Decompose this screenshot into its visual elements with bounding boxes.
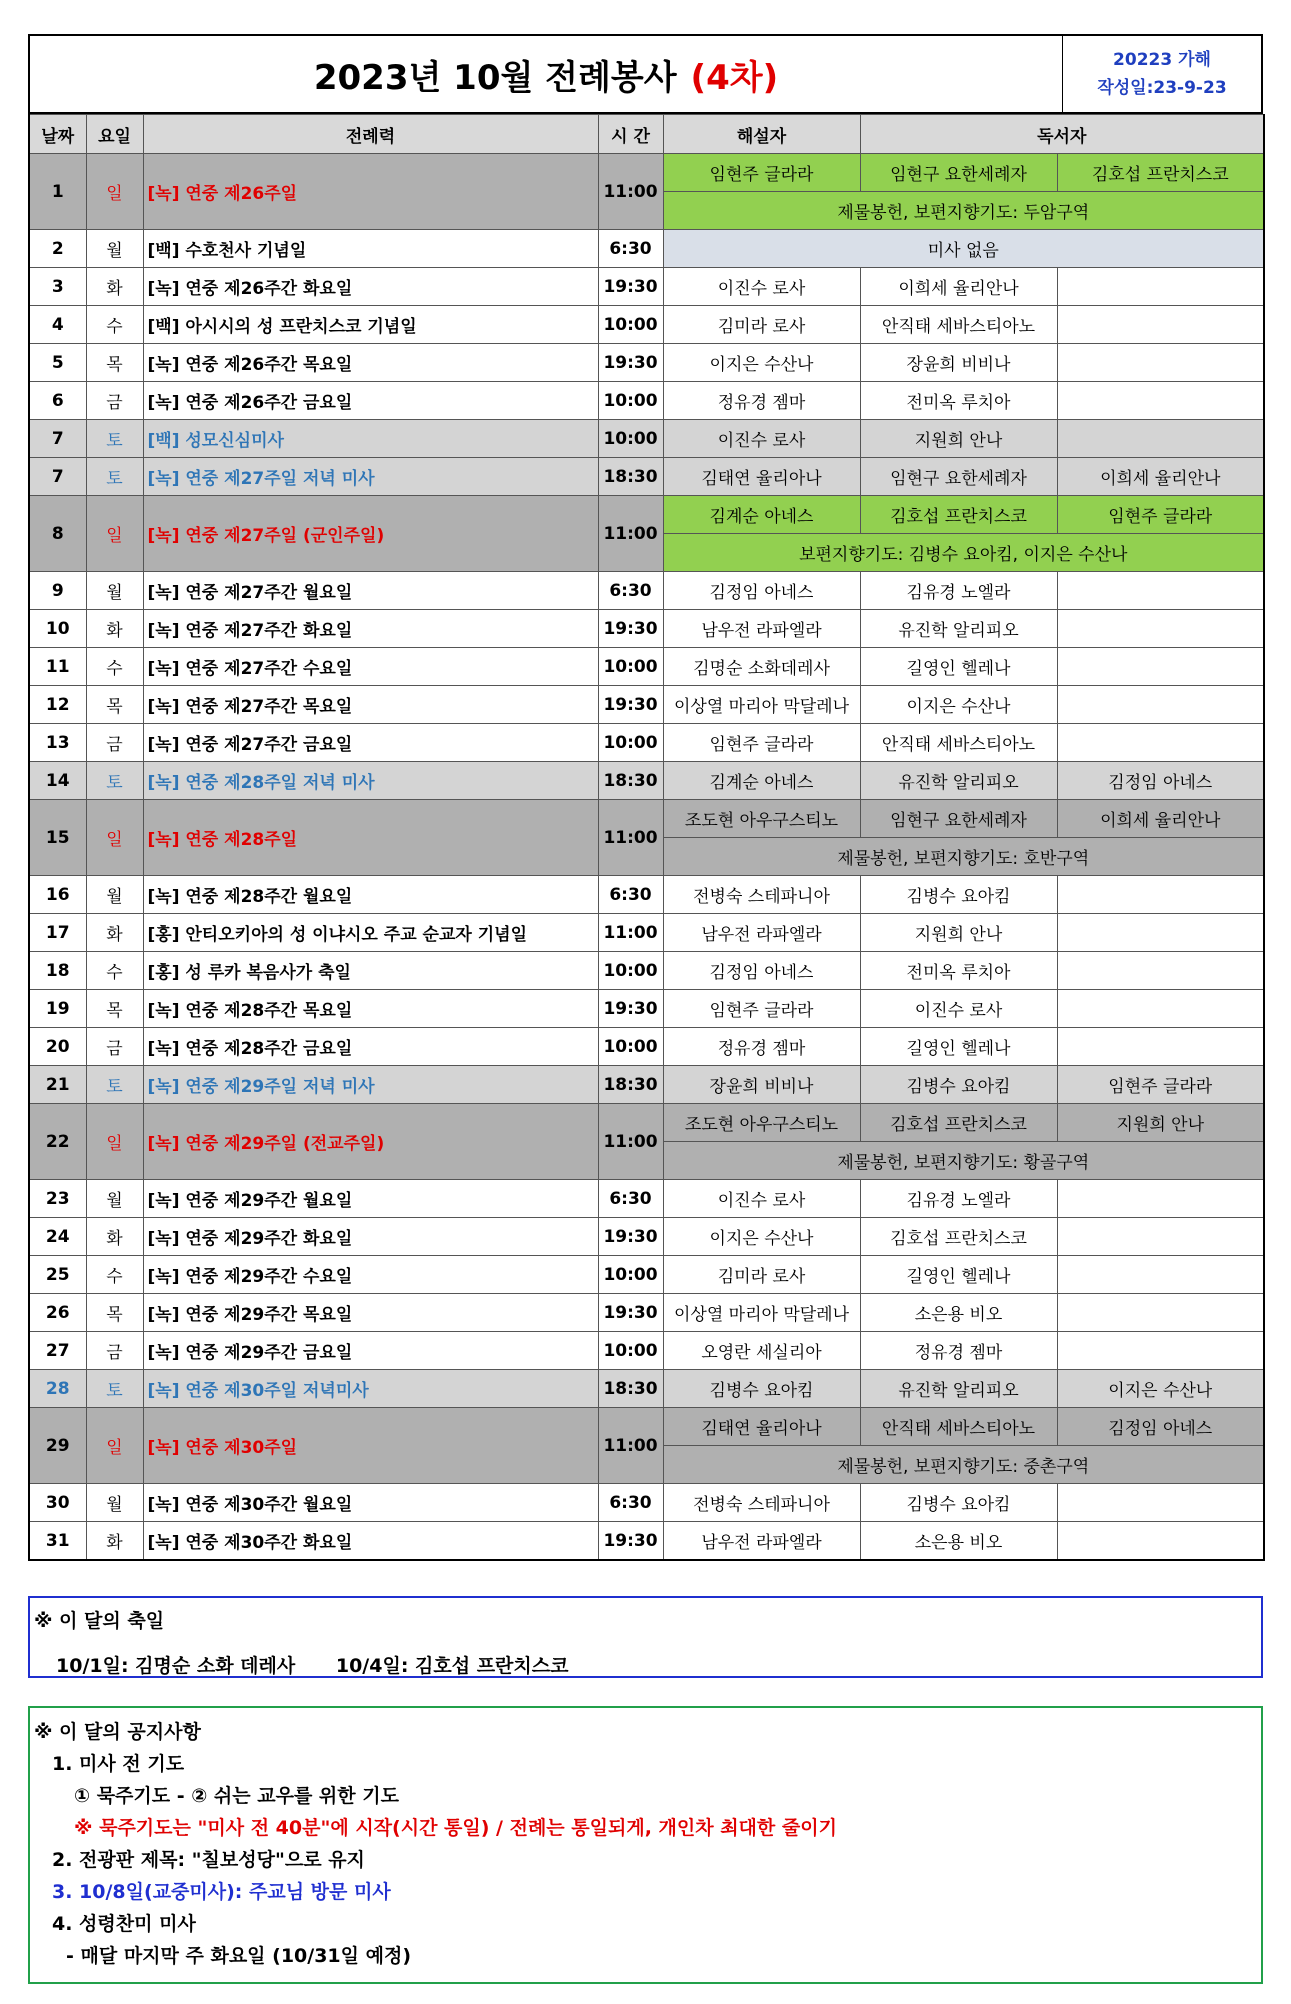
reader-cell: 길영인 헬레나 xyxy=(860,1028,1057,1066)
commentator-cell: 김태연 율리아나 xyxy=(663,1408,860,1446)
reader-cell xyxy=(1057,648,1264,686)
weekday-cell: 토 xyxy=(86,762,143,800)
year-label: 20223 가해 xyxy=(1113,50,1211,70)
written-date: 작성일:23-9-23 xyxy=(1097,78,1227,98)
reader-cell: 이진수 로사 xyxy=(860,990,1057,1028)
date-cell: 10 xyxy=(29,610,86,648)
weekday-cell: 화 xyxy=(86,268,143,306)
liturgy-cell: [녹] 연중 제28주간 목요일 xyxy=(143,990,598,1028)
date-cell: 29 xyxy=(29,1408,86,1484)
weekday-cell: 월 xyxy=(86,1484,143,1522)
weekday-cell: 목 xyxy=(86,1294,143,1332)
time-cell: 18:30 xyxy=(598,762,663,800)
time-cell: 19:30 xyxy=(598,268,663,306)
table-row xyxy=(29,914,1264,952)
weekday-cell: 일 xyxy=(86,1408,143,1484)
reader-cell: 지원희 안나 xyxy=(860,420,1057,458)
date-cell: 31 xyxy=(29,1522,86,1561)
commentator-cell: 김병수 요아킴 xyxy=(663,1370,860,1408)
reader-cell: 김병수 요아킴 xyxy=(860,1066,1057,1104)
commentator-cell: 장윤희 비비나 xyxy=(663,1066,860,1104)
page-title xyxy=(30,36,1063,112)
table-row xyxy=(29,306,1264,344)
date-cell: 3 xyxy=(29,268,86,306)
table-row xyxy=(29,952,1264,990)
commentator-cell: 전병숙 스테파니아 xyxy=(663,876,860,914)
reader-cell: 길영인 헬레나 xyxy=(860,1256,1057,1294)
date-cell: 21 xyxy=(29,1066,86,1104)
weekday-cell: 금 xyxy=(86,1332,143,1370)
liturgy-cell: [녹] 연중 제29주간 금요일 xyxy=(143,1332,598,1370)
commentator-cell: 김미라 로사 xyxy=(663,306,860,344)
liturgy-cell: [홍] 안티오키아의 성 이냐시오 주교 순교자 기념일 xyxy=(143,914,598,952)
weekday-cell: 수 xyxy=(86,952,143,990)
reader-cell: 김유경 노엘라 xyxy=(860,1180,1057,1218)
liturgy-cell: [녹] 연중 제30주간 화요일 xyxy=(143,1522,598,1561)
notice-item-4a: - 매달 마지막 주 화요일 (10/31일 예정) xyxy=(66,1945,412,1967)
reader-cell xyxy=(1057,610,1264,648)
time-cell: 10:00 xyxy=(598,1332,663,1370)
reader-cell: 김호섭 프란치스코 xyxy=(860,496,1057,534)
notice-heading: ※ 이 달의 공지사항 xyxy=(34,1721,201,1743)
commentator-cell: 전병숙 스테파니아 xyxy=(663,1484,860,1522)
liturgy-cell: [녹] 연중 제30주간 월요일 xyxy=(143,1484,598,1522)
weekday-cell: 일 xyxy=(86,800,143,876)
reader-cell xyxy=(1057,686,1264,724)
reader-cell: 지원희 안나 xyxy=(860,914,1057,952)
reader-cell xyxy=(1057,306,1264,344)
weekday-cell: 일 xyxy=(86,496,143,572)
time-cell: 11:00 xyxy=(598,800,663,876)
commentator-cell: 김태연 율리아나 xyxy=(663,458,860,496)
date-cell: 25 xyxy=(29,1256,86,1294)
reader-cell: 안직태 세바스티아노 xyxy=(860,306,1057,344)
weekday-cell: 월 xyxy=(86,230,143,268)
date-cell: 8 xyxy=(29,496,86,572)
weekday-cell: 목 xyxy=(86,344,143,382)
date-cell: 20 xyxy=(29,1028,86,1066)
time-cell: 10:00 xyxy=(598,1028,663,1066)
liturgy-cell: [녹] 연중 제28주일 저녁 미사 xyxy=(143,762,598,800)
feast-item: 10/4일: 김호섭 프란치스코 xyxy=(335,1655,569,1677)
date-cell: 7 xyxy=(29,458,86,496)
reader-cell: 길영인 헬레나 xyxy=(860,648,1057,686)
date-cell: 16 xyxy=(29,876,86,914)
liturgy-cell: [녹] 연중 제28주일 xyxy=(143,800,598,876)
time-cell: 6:30 xyxy=(598,1180,663,1218)
liturgy-cell: [녹] 연중 제27주간 화요일 xyxy=(143,610,598,648)
table-row xyxy=(29,610,1264,648)
reader-cell: 지원희 안나 xyxy=(1057,1104,1264,1142)
liturgy-cell: [녹] 연중 제26주일 xyxy=(143,154,598,230)
time-cell: 10:00 xyxy=(598,1256,663,1294)
date-cell: 17 xyxy=(29,914,86,952)
weekday-cell: 금 xyxy=(86,1028,143,1066)
weekday-cell: 화 xyxy=(86,1218,143,1256)
liturgy-cell: [녹] 연중 제27주일 (군인주일) xyxy=(143,496,598,572)
commentator-cell: 남우전 라파엘라 xyxy=(663,1522,860,1561)
date-cell: 24 xyxy=(29,1218,86,1256)
weekday-cell: 토 xyxy=(86,1066,143,1104)
commentator-cell: 정유경 젬마 xyxy=(663,382,860,420)
date-cell: 1 xyxy=(29,154,86,230)
reader-cell xyxy=(1057,268,1264,306)
liturgy-cell: [녹] 연중 제29주일 (전교주일) xyxy=(143,1104,598,1180)
date-cell: 28 xyxy=(29,1370,86,1408)
reader-cell xyxy=(1057,1028,1264,1066)
date-cell: 12 xyxy=(29,686,86,724)
notice-item-4: 4. 성령찬미 미사 xyxy=(52,1913,196,1935)
date-cell: 22 xyxy=(29,1104,86,1180)
commentator-cell: 김정임 아네스 xyxy=(663,572,860,610)
table-row xyxy=(29,382,1264,420)
reader-cell: 김호섭 프란치스코 xyxy=(860,1104,1057,1142)
liturgy-cell: [녹] 연중 제29주간 화요일 xyxy=(143,1218,598,1256)
reader-cell xyxy=(1057,1256,1264,1294)
table-row xyxy=(29,268,1264,306)
weekday-cell: 목 xyxy=(86,686,143,724)
weekday-cell: 금 xyxy=(86,382,143,420)
table-row xyxy=(29,1218,1264,1256)
liturgy-cell: [녹] 연중 제27주일 저녁 미사 xyxy=(143,458,598,496)
table-row xyxy=(29,800,1264,838)
table-row xyxy=(29,762,1264,800)
time-cell: 11:00 xyxy=(598,914,663,952)
table-row xyxy=(29,420,1264,458)
feast-list xyxy=(56,1651,1261,1678)
weekday-cell: 화 xyxy=(86,1522,143,1561)
weekday-cell: 화 xyxy=(86,610,143,648)
time-cell: 11:00 xyxy=(598,154,663,230)
time-cell: 10:00 xyxy=(598,648,663,686)
weekday-cell: 수 xyxy=(86,648,143,686)
commentator-cell: 이지은 수산나 xyxy=(663,1218,860,1256)
header-weekday: 요일 xyxy=(86,115,143,154)
reader-cell: 전미옥 루치아 xyxy=(860,382,1057,420)
liturgy-cell: [백] 수호천사 기념일 xyxy=(143,230,598,268)
commentator-cell: 김계순 아네스 xyxy=(663,762,860,800)
reader-cell xyxy=(1057,876,1264,914)
weekday-cell: 월 xyxy=(86,876,143,914)
date-cell: 30 xyxy=(29,1484,86,1522)
weekday-cell: 수 xyxy=(86,1256,143,1294)
liturgy-cell: [녹] 연중 제26주간 목요일 xyxy=(143,344,598,382)
reader-cell xyxy=(1057,382,1264,420)
date-cell: 9 xyxy=(29,572,86,610)
time-cell: 19:30 xyxy=(598,1522,663,1561)
notice-item-2: 2. 전광판 제목: "칠보성당"으로 유지 xyxy=(52,1849,365,1871)
liturgy-cell: [녹] 연중 제29주간 수요일 xyxy=(143,1256,598,1294)
time-cell: 18:30 xyxy=(598,1370,663,1408)
commentator-cell: 김미라 로사 xyxy=(663,1256,860,1294)
time-cell: 10:00 xyxy=(598,420,663,458)
commentator-cell: 이지은 수산나 xyxy=(663,344,860,382)
commentator-cell: 김명순 소화데레사 xyxy=(663,648,860,686)
date-cell: 15 xyxy=(29,800,86,876)
notice-box xyxy=(28,1706,1263,1984)
weekday-cell: 월 xyxy=(86,572,143,610)
header-readers: 독서자 xyxy=(860,115,1264,154)
table-row xyxy=(29,686,1264,724)
note-cell: 제물봉헌, 보편지향기도: 황골구역 xyxy=(663,1142,1264,1180)
reader-cell: 유진학 알리피오 xyxy=(860,610,1057,648)
date-cell: 7 xyxy=(29,420,86,458)
note-cell: 제물봉헌, 보편지향기도: 호반구역 xyxy=(663,838,1264,876)
note-cell: 보편지향기도: 김병수 요아킴, 이지은 수산나 xyxy=(663,534,1264,572)
time-cell: 19:30 xyxy=(598,1218,663,1256)
reader-cell: 전미옥 루치아 xyxy=(860,952,1057,990)
commentator-cell: 이진수 로사 xyxy=(663,420,860,458)
sheet-meta xyxy=(1063,36,1261,112)
reader-cell xyxy=(1057,1218,1264,1256)
reader-cell: 장윤희 비비나 xyxy=(860,344,1057,382)
liturgy-cell: [백] 성모신심미사 xyxy=(143,420,598,458)
time-cell: 19:30 xyxy=(598,344,663,382)
table-row xyxy=(29,1332,1264,1370)
reader-cell: 김정임 아네스 xyxy=(1057,1408,1264,1446)
weekday-cell: 일 xyxy=(86,1104,143,1180)
time-cell: 10:00 xyxy=(598,724,663,762)
header-time: 시 간 xyxy=(598,115,663,154)
reader-cell xyxy=(1057,724,1264,762)
date-cell: 18 xyxy=(29,952,86,990)
reader-cell xyxy=(1057,344,1264,382)
reader-cell xyxy=(1057,1332,1264,1370)
time-cell: 6:30 xyxy=(598,876,663,914)
reader-cell: 임현구 요한세례자 xyxy=(860,154,1057,192)
note-cell: 제물봉헌, 보편지향기도: 두암구역 xyxy=(663,192,1264,230)
reader-cell: 김병수 요아킴 xyxy=(860,876,1057,914)
reader-cell: 김호섭 프란치스코 xyxy=(860,1218,1057,1256)
reader-cell xyxy=(1057,1180,1264,1218)
time-cell: 19:30 xyxy=(598,990,663,1028)
notice-item-1: 1. 미사 전 기도 xyxy=(52,1753,185,1775)
table-row xyxy=(29,458,1264,496)
reader-cell: 유진학 알리피오 xyxy=(860,762,1057,800)
feast-heading: ※ 이 달의 축일 xyxy=(34,1610,165,1632)
reader-cell: 김병수 요아킴 xyxy=(860,1484,1057,1522)
reader-cell: 김유경 노엘라 xyxy=(860,572,1057,610)
reader-cell: 이지은 수산나 xyxy=(860,686,1057,724)
reader-cell xyxy=(1057,1522,1264,1561)
table-row xyxy=(29,1522,1264,1561)
time-cell: 6:30 xyxy=(598,1484,663,1522)
time-cell: 10:00 xyxy=(598,382,663,420)
date-cell: 2 xyxy=(29,230,86,268)
date-cell: 19 xyxy=(29,990,86,1028)
date-cell: 23 xyxy=(29,1180,86,1218)
schedule-table xyxy=(28,114,1265,1561)
liturgy-cell: [녹] 연중 제27주간 금요일 xyxy=(143,724,598,762)
table-row xyxy=(29,876,1264,914)
weekday-cell: 토 xyxy=(86,1370,143,1408)
table-row xyxy=(29,154,1264,192)
reader-cell: 임현구 요한세례자 xyxy=(860,800,1057,838)
reader-cell: 임현주 글라라 xyxy=(1057,1066,1264,1104)
liturgy-cell: [녹] 연중 제27주간 수요일 xyxy=(143,648,598,686)
table-row xyxy=(29,724,1264,762)
note-cell: 제물봉헌, 보편지향기도: 중촌구역 xyxy=(663,1446,1264,1484)
schedule-sheet xyxy=(28,34,1263,1561)
reader-cell: 김호섭 프란치스코 xyxy=(1057,154,1264,192)
commentator-cell: 남우전 라파엘라 xyxy=(663,914,860,952)
time-cell: 11:00 xyxy=(598,1408,663,1484)
weekday-cell: 토 xyxy=(86,458,143,496)
commentator-cell: 김계순 아네스 xyxy=(663,496,860,534)
date-cell: 11 xyxy=(29,648,86,686)
reader-cell: 이희세 율리안나 xyxy=(860,268,1057,306)
weekday-cell: 토 xyxy=(86,420,143,458)
commentator-cell: 남우전 라파엘라 xyxy=(663,610,860,648)
table-row xyxy=(29,1104,1264,1142)
reader-cell xyxy=(1057,990,1264,1028)
reader-cell: 이희세 율리안나 xyxy=(1057,800,1264,838)
reader-cell: 소은용 비오 xyxy=(860,1522,1057,1561)
reader-cell xyxy=(1057,1294,1264,1332)
table-row xyxy=(29,230,1264,268)
time-cell: 19:30 xyxy=(598,610,663,648)
time-cell: 18:30 xyxy=(598,458,663,496)
weekday-cell: 일 xyxy=(86,154,143,230)
commentator-cell: 오영란 세실리아 xyxy=(663,1332,860,1370)
table-row xyxy=(29,1370,1264,1408)
weekday-cell: 목 xyxy=(86,990,143,1028)
reader-cell: 안직태 세바스티아노 xyxy=(860,1408,1057,1446)
table-row xyxy=(29,990,1264,1028)
table-row xyxy=(29,1066,1264,1104)
liturgy-cell: [녹] 연중 제30주일 xyxy=(143,1408,598,1484)
reader-cell: 소은용 비오 xyxy=(860,1294,1057,1332)
reader-cell xyxy=(1057,1484,1264,1522)
weekday-cell: 금 xyxy=(86,724,143,762)
table-row xyxy=(29,1294,1264,1332)
commentator-cell: 임현주 글라라 xyxy=(663,990,860,1028)
reader-cell: 이희세 율리안나 xyxy=(1057,458,1264,496)
table-row xyxy=(29,572,1264,610)
liturgy-cell: [녹] 연중 제28주간 월요일 xyxy=(143,876,598,914)
liturgy-cell: [백] 아시시의 성 프란치스코 기념일 xyxy=(143,306,598,344)
commentator-cell: 임현주 글라라 xyxy=(663,724,860,762)
table-row xyxy=(29,1484,1264,1522)
liturgy-cell: [홍] 성 루카 복음사가 축일 xyxy=(143,952,598,990)
commentator-cell: 조도현 아우구스티노 xyxy=(663,800,860,838)
commentator-cell: 이상열 마리아 막달레나 xyxy=(663,686,860,724)
liturgy-cell: [녹] 연중 제27주간 목요일 xyxy=(143,686,598,724)
time-cell: 6:30 xyxy=(598,572,663,610)
commentator-cell: 이진수 로사 xyxy=(663,268,860,306)
date-cell: 6 xyxy=(29,382,86,420)
date-cell: 4 xyxy=(29,306,86,344)
liturgy-cell: [녹] 연중 제26주간 금요일 xyxy=(143,382,598,420)
header-date: 날짜 xyxy=(29,115,86,154)
header-commentator: 해설자 xyxy=(663,115,860,154)
date-cell: 5 xyxy=(29,344,86,382)
reader-cell: 정유경 젬마 xyxy=(860,1332,1057,1370)
liturgy-cell: [녹] 연중 제28주간 금요일 xyxy=(143,1028,598,1066)
feast-item: 10/1일: 김명순 소화 데레사 xyxy=(56,1655,296,1677)
schedule-body xyxy=(29,154,1264,1561)
liturgy-cell: [녹] 연중 제30주일 저녁미사 xyxy=(143,1370,598,1408)
table-row xyxy=(29,1180,1264,1218)
reader-cell: 안직태 세바스티아노 xyxy=(860,724,1057,762)
reader-cell: 임현주 글라라 xyxy=(1057,496,1264,534)
table-row xyxy=(29,1408,1264,1446)
notice-item-1a: ① 묵주기도 - ② 쉬는 교우를 위한 기도 xyxy=(74,1785,399,1807)
header-liturgy: 전례력 xyxy=(143,115,598,154)
reader-cell: 임현구 요한세례자 xyxy=(860,458,1057,496)
liturgy-cell: [녹] 연중 제29주일 저녁 미사 xyxy=(143,1066,598,1104)
time-cell: 11:00 xyxy=(598,1104,663,1180)
weekday-cell: 화 xyxy=(86,914,143,952)
reader-cell xyxy=(1057,420,1264,458)
commentator-cell: 이상열 마리아 막달레나 xyxy=(663,1294,860,1332)
time-cell: 18:30 xyxy=(598,1066,663,1104)
time-cell: 6:30 xyxy=(598,230,663,268)
reader-cell xyxy=(1057,952,1264,990)
reader-cell: 김정임 아네스 xyxy=(1057,762,1264,800)
notice-item-3: 3. 10/8일(교중미사): 주교님 방문 미사 xyxy=(52,1881,391,1903)
time-cell: 10:00 xyxy=(598,952,663,990)
reader-cell xyxy=(1057,572,1264,610)
reader-cell: 이지은 수산나 xyxy=(1057,1370,1264,1408)
time-cell: 11:00 xyxy=(598,496,663,572)
date-cell: 14 xyxy=(29,762,86,800)
table-row xyxy=(29,496,1264,534)
commentator-cell: 이진수 로사 xyxy=(663,1180,860,1218)
commentator-cell: 임현주 글라라 xyxy=(663,154,860,192)
reader-cell: 유진학 알리피오 xyxy=(860,1370,1057,1408)
title-suffix: (4차) xyxy=(690,57,779,98)
weekday-cell: 수 xyxy=(86,306,143,344)
table-row xyxy=(29,648,1264,686)
date-cell: 27 xyxy=(29,1332,86,1370)
liturgy-cell: [녹] 연중 제27주간 월요일 xyxy=(143,572,598,610)
time-cell: 10:00 xyxy=(598,306,663,344)
table-row xyxy=(29,344,1264,382)
notice-item-1b: ※ 묵주기도는 "미사 전 40분"에 시작(시간 통일) / 전례는 통일되게, 개인차 최대한 줄이기 xyxy=(74,1817,837,1839)
table-header-row xyxy=(29,115,1264,154)
title-text: 2023년 10월 전례봉사 xyxy=(313,57,677,98)
liturgy-cell: [녹] 연중 제26주간 화요일 xyxy=(143,268,598,306)
sheet-header xyxy=(28,34,1263,114)
table-row xyxy=(29,1028,1264,1066)
date-cell: 13 xyxy=(29,724,86,762)
weekday-cell: 월 xyxy=(86,1180,143,1218)
reader-cell xyxy=(1057,914,1264,952)
time-cell: 19:30 xyxy=(598,1294,663,1332)
commentator-cell: 정유경 젬마 xyxy=(663,1028,860,1066)
liturgy-cell: [녹] 연중 제29주간 월요일 xyxy=(143,1180,598,1218)
commentator-cell: 조도현 아우구스티노 xyxy=(663,1104,860,1142)
date-cell: 26 xyxy=(29,1294,86,1332)
time-cell: 19:30 xyxy=(598,686,663,724)
feast-box xyxy=(28,1596,1263,1678)
no-mass-cell: 미사 없음 xyxy=(663,230,1264,268)
table-row xyxy=(29,1256,1264,1294)
commentator-cell: 김정임 아네스 xyxy=(663,952,860,990)
liturgy-cell: [녹] 연중 제29주간 목요일 xyxy=(143,1294,598,1332)
